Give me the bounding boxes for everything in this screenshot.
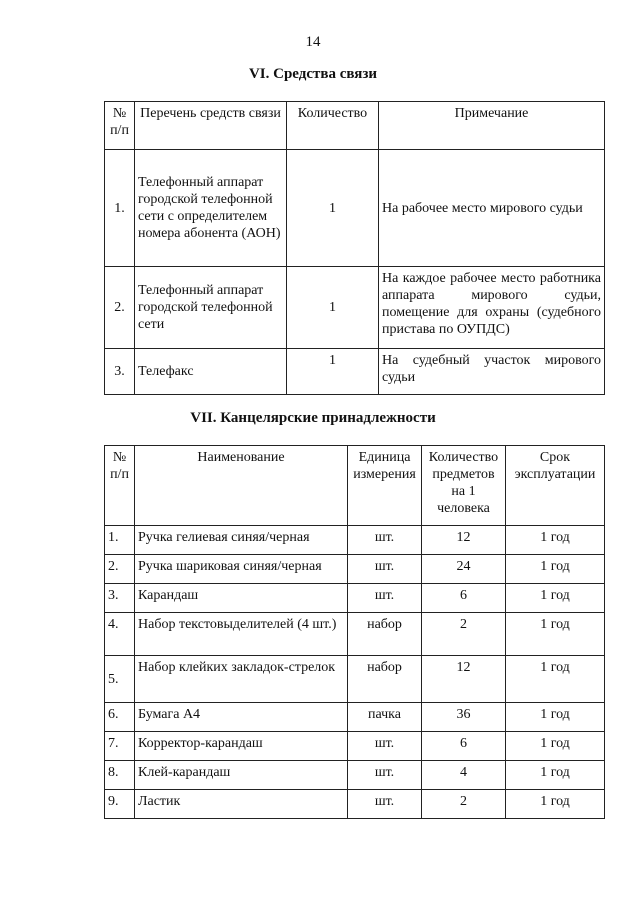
row-term: 1 год bbox=[506, 732, 605, 761]
table-row bbox=[105, 150, 605, 267]
row-name: Корректор-карандаш bbox=[135, 732, 348, 761]
row-name: Телефонный аппарат городской телефонной сети с определителем номера абонента (АОН) bbox=[135, 150, 287, 267]
section-6-title: VI. Средства связи bbox=[248, 66, 378, 82]
table-row bbox=[105, 584, 605, 613]
table-header-row bbox=[105, 446, 605, 526]
row-num: 8. bbox=[105, 761, 135, 790]
row-unit: шт. bbox=[348, 584, 422, 613]
row-term: 1 год bbox=[506, 656, 605, 703]
table-header-row bbox=[105, 102, 605, 150]
header-term: Срок эксплуатации bbox=[506, 446, 605, 526]
row-num: 2. bbox=[105, 555, 135, 584]
row-name: Ластик bbox=[135, 790, 348, 819]
table-row bbox=[105, 349, 605, 395]
row-unit: шт. bbox=[348, 526, 422, 555]
row-num: 1. bbox=[105, 526, 135, 555]
row-qty: 12 bbox=[422, 526, 506, 555]
table-row bbox=[105, 526, 605, 555]
row-num: 4. bbox=[105, 613, 135, 656]
header-qty: Количество bbox=[287, 102, 379, 150]
table-row bbox=[105, 703, 605, 732]
row-term: 1 год bbox=[506, 703, 605, 732]
row-term: 1 год bbox=[506, 613, 605, 656]
row-name: Карандаш bbox=[135, 584, 348, 613]
row-name: Телефакс bbox=[135, 349, 287, 395]
section-7-title: VII. Канцелярские принадлежности bbox=[190, 410, 436, 426]
row-num: 7. bbox=[105, 732, 135, 761]
row-note: На рабочее место мирового судьи bbox=[379, 150, 605, 267]
row-unit: шт. bbox=[348, 732, 422, 761]
row-unit: набор bbox=[348, 613, 422, 656]
row-term: 1 год bbox=[506, 790, 605, 819]
row-name: Набор текстовыделителей (4 шт.) bbox=[135, 613, 348, 656]
row-qty: 1 bbox=[287, 349, 379, 395]
header-num: № п/п bbox=[105, 446, 135, 526]
row-qty: 1 bbox=[287, 150, 379, 267]
header-note: Примечание bbox=[379, 102, 605, 150]
table-row bbox=[105, 761, 605, 790]
row-qty: 4 bbox=[422, 761, 506, 790]
row-qty: 36 bbox=[422, 703, 506, 732]
header-name: Перечень средств связи bbox=[135, 102, 287, 150]
table-row bbox=[105, 555, 605, 584]
row-name: Телефонный аппарат городской телефонной сети bbox=[135, 267, 287, 349]
header-qty: Количество предметов на 1 человека bbox=[422, 446, 506, 526]
row-qty: 12 bbox=[422, 656, 506, 703]
row-qty: 24 bbox=[422, 555, 506, 584]
row-qty: 2 bbox=[422, 613, 506, 656]
table-row bbox=[105, 790, 605, 819]
row-term: 1 год bbox=[506, 526, 605, 555]
row-unit: шт. bbox=[348, 761, 422, 790]
row-num: 3. bbox=[105, 584, 135, 613]
stationery-table bbox=[104, 445, 605, 819]
row-num: 5. bbox=[105, 656, 135, 703]
row-note: На судебный участок мирового судьи bbox=[379, 349, 605, 395]
row-name: Бумага А4 bbox=[135, 703, 348, 732]
row-name: Клей-карандаш bbox=[135, 761, 348, 790]
row-num: 1. bbox=[105, 150, 135, 267]
row-term: 1 год bbox=[506, 555, 605, 584]
row-qty: 6 bbox=[422, 584, 506, 613]
row-num: 9. bbox=[105, 790, 135, 819]
row-num: 6. bbox=[105, 703, 135, 732]
row-unit: пачка bbox=[348, 703, 422, 732]
header-num: № п/п bbox=[105, 102, 135, 150]
row-qty: 6 bbox=[422, 732, 506, 761]
row-num: 2. bbox=[105, 267, 135, 349]
row-unit: шт. bbox=[348, 555, 422, 584]
row-unit: набор bbox=[348, 656, 422, 703]
row-num: 3. bbox=[105, 349, 135, 395]
page-number: 14 bbox=[305, 34, 321, 50]
table-row bbox=[105, 613, 605, 656]
row-note: На каждое рабочее место работника аппарата мирового судьи, помещение для охраны (судебного пристава по ОУПДС) bbox=[379, 267, 605, 349]
row-name: Ручка шариковая синяя/черная bbox=[135, 555, 348, 584]
row-qty: 1 bbox=[287, 267, 379, 349]
header-unit: Единица измерения bbox=[348, 446, 422, 526]
row-qty: 2 bbox=[422, 790, 506, 819]
row-name: Ручка гелиевая синяя/черная bbox=[135, 526, 348, 555]
row-term: 1 год bbox=[506, 584, 605, 613]
table-row bbox=[105, 656, 605, 703]
table-row bbox=[105, 267, 605, 349]
table-row bbox=[105, 732, 605, 761]
row-term: 1 год bbox=[506, 761, 605, 790]
header-name: Наименование bbox=[135, 446, 348, 526]
row-name: Набор клейких закладок-стрелок bbox=[135, 656, 348, 703]
row-unit: шт. bbox=[348, 790, 422, 819]
communication-table bbox=[104, 101, 605, 395]
